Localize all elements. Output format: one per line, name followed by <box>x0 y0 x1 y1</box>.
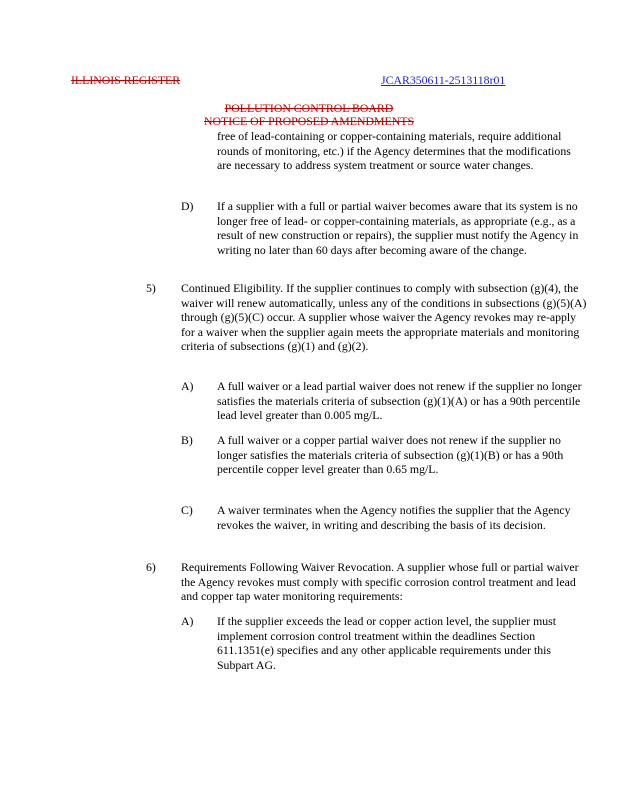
item-label: A) <box>181 379 194 393</box>
item-label: C) <box>181 503 193 517</box>
item-text: If the supplier exceeds the lead or copper action level, the supplier must implement corrosion control treatment within the deadlines Section 611.1351(e) specifies and any other applicable requirements under this Subpart AG. <box>217 614 557 672</box>
item-text: A full waiver or a lead partial waiver does not renew if the supplier no longer satisfies the materials criteria of subsection (g)(1)(A) or has a 90th percentile lead level greater than 0.005 mg/L. <box>217 379 582 423</box>
notice-heading: NOTICE OF PROPOSED AMENDMENTS <box>203 114 415 128</box>
document-id: JCAR350611-2513118r01 <box>381 73 506 87</box>
continuation-paragraph <box>217 129 582 173</box>
item-text: A waiver terminates when the Agency notifies the supplier that the Agency revokes the waiver, in writing and describing the basis of its decision. <box>217 503 571 532</box>
register-title: ILLINOIS REGISTER <box>71 73 181 87</box>
item-label: B) <box>181 433 193 447</box>
list-item <box>217 379 587 423</box>
item-label: A) <box>181 614 194 628</box>
list-item <box>181 560 587 604</box>
list-item <box>217 614 587 672</box>
item-label: 6) <box>146 560 156 574</box>
item-label: 5) <box>146 281 156 295</box>
board-heading: POLLUTION CONTROL BOARD <box>224 101 394 115</box>
item-label: D) <box>181 199 194 213</box>
list-item <box>217 433 582 477</box>
paragraph-text: free of lead-containing or copper-containing materials, require additional rounds of monitoring, etc.) if the Agency determines that the modifications are necessary to address system treatment or source water changes. <box>217 129 571 173</box>
item-text: If a supplier with a full or partial waiver becomes aware that its system is no longer free of lead- or copper-containing materials, as appropriate (e.g., as a result of new construction or repairs), the supplier must notify the Agency in writing no later than 60 days after becoming aware of the change. <box>217 199 579 257</box>
item-text: Requirements Following Waiver Revocation. A supplier whose full or partial waiver the Agency revokes must comply with specific corrosion control treatment and lead and copper tap water monitoring requirements: <box>181 560 579 604</box>
item-text: Continued Eligibility. If the supplier continues to comply with subsection (g)(4), the waiver will renew automatically, unless any of the conditions in subsections (g)(5)(A) through (g)(5)(C) occur. A supplier whose waiver the Agency revokes may re-apply for a waiver when the supplier again meets the appropriate materials and monitoring criteria of subsections (g)(1) and (g)(2). <box>181 281 587 354</box>
list-item <box>181 281 587 354</box>
list-item <box>217 503 582 532</box>
list-item <box>217 199 582 257</box>
item-text: A full waiver or a copper partial waiver does not renew if the supplier no longer satisfies the materials criteria of subsection (g)(1)(B) or has a 90th percentile copper level greater than 0.65 mg/L. <box>217 433 564 477</box>
